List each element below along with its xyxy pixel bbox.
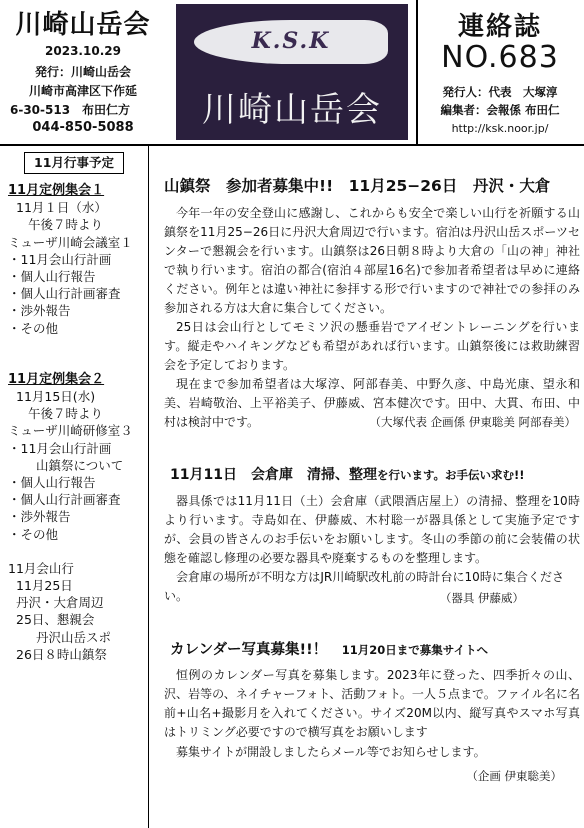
section1-title: 山鎮祭 参加者募集中!! 11月25−26日 丹沢・大倉 xyxy=(164,177,551,195)
editor: 編集者：会報係 布田仁 xyxy=(440,103,560,117)
schedule-item: ・その他 xyxy=(8,320,59,336)
header-logo-panel xyxy=(166,0,418,146)
section2-paragraph1: 器具係では11月11日（土）会倉庫（武隈酒店屋上）の清掃、整理を10時より行います。寺島如在、伊藤威、木村聡一が器具係として実施予定ですが、会員の皆さんのお手伝いをお願いします。冬山の季節の前に会装備の状態を確認し修理の必要な器具や廃棄するものを整理します。 xyxy=(164,494,580,565)
schedule-item: ・11月会山行計画 xyxy=(8,440,112,456)
schedule-item: ・個人山行報告 xyxy=(8,269,96,285)
schedule-item: 丹沢・大倉周辺 xyxy=(16,595,104,611)
section2-paragraph2: 会倉庫の場所が不明な方はJR川崎駅改札前の時計台に10時に集合ください。 xyxy=(164,570,564,603)
club-logo xyxy=(176,4,408,140)
header-left-panel xyxy=(0,0,168,146)
schedule-heading-item: 11月定例集会２ xyxy=(8,371,105,387)
schedule-item xyxy=(8,337,146,354)
schedule-item: 丹沢山岳スポ xyxy=(36,629,112,645)
address: 川崎市高津区下作延 xyxy=(28,84,137,98)
schedule-item: ・渉外報告 xyxy=(8,509,71,525)
section1-paragraph2: 25日は会山行としてモミソ沢の懸垂岩でアイゼントレーニングを行います。縦走やハイキングなども希望があれば行います。山鎮祭後には救助練習会を予定しております。 xyxy=(164,320,580,372)
ice-axe-badge-icon xyxy=(194,20,388,64)
newsletter-title: 連絡誌 xyxy=(457,12,542,42)
schedule-item: 午後７時より xyxy=(28,217,104,233)
schedule-item: ・11月会山行計画 xyxy=(8,251,112,267)
phone: 044-850-5088 xyxy=(32,120,134,135)
schedule-list xyxy=(8,182,146,663)
schedule-column xyxy=(0,146,149,828)
schedule-item: 午後７時より xyxy=(28,406,104,422)
section2-title xyxy=(170,464,525,484)
schedule-item: ・渉外報告 xyxy=(8,303,71,319)
schedule-item xyxy=(8,354,146,371)
schedule-item: ・その他 xyxy=(8,526,59,542)
schedule-item: ミューザ川崎会議室１ xyxy=(8,234,133,250)
schedule-item: 山鎮祭について xyxy=(36,457,124,473)
club-name: 川崎山岳会 xyxy=(15,10,151,40)
issue-date: 2023.10.29 xyxy=(45,44,121,58)
schedule-heading-item: 11月定例集会１ xyxy=(8,183,105,198)
section2-title-main: 11月11日 会倉庫 清掃、整理 xyxy=(170,467,377,483)
schedule-item: 25日、懇親会 xyxy=(16,612,95,628)
logo-initials: K.S.K xyxy=(251,28,331,54)
schedule-item xyxy=(8,543,146,560)
schedule-item: 26日８時山鎮祭 xyxy=(16,646,107,662)
issue-number: NO.683 xyxy=(441,40,559,75)
section1-paragraph3: 現在まで参加希望者は大塚淳、阿部春美、中野久彦、中島光康、望永和美、岩崎敬治、上平裕美子、伊藤威、宮本健次です。田中、大貫、布田、中村は検討中です。 xyxy=(164,377,580,429)
section3-signature: （企画 伊東聡美） xyxy=(466,769,562,783)
header-right-panel xyxy=(416,0,584,146)
section3-paragraph1: 恒例のカレンダー写真を募集します。2023年に登った、四季折々の山、沢、岩等の、ネイチャーフォト、活動フォト。一人５点まで。ファイル名に名前+山名+撮影月を入れてください。サイズ20M以内、縦写真やスマホ写真はトリミング必要ですので横写真をお願いします xyxy=(164,668,580,739)
section1-signature: （大塚代表 企画係 伊東聡美 阿部春美） xyxy=(369,415,576,429)
website-url: http://ksk.noor.jp/ xyxy=(451,122,549,135)
schedule-item: 11月25日 xyxy=(16,578,73,594)
section3-title-main: カレンダー写真募集!!！ xyxy=(170,642,328,658)
schedule-item: 11月会山行 xyxy=(8,560,74,576)
section3-paragraph2: 募集サイトが開設しましたらメール等でお知らせします。 xyxy=(176,745,486,759)
issuer: 発行人：代表 大塚淳 xyxy=(442,85,558,99)
schedule-item: 11月１日（水） xyxy=(16,200,107,216)
section2-title-small: を行います。お手伝い求む!! xyxy=(376,468,525,482)
address-line2: 6-30-513 布田仁方 xyxy=(10,103,131,117)
section3-title xyxy=(170,638,488,659)
schedule-heading: 11月行事予定 xyxy=(24,152,124,174)
logo-name: 川崎山岳会 xyxy=(202,90,382,130)
schedule-item: ・個人山行計画審査 xyxy=(8,492,121,508)
schedule-item: ミューザ川崎研修室３ xyxy=(8,423,133,439)
schedule-item: 11月15日(水) xyxy=(16,389,96,405)
section1-paragraph1: 今年一年の安全登山に感謝し、これからも安全で楽しい山行を祈願する山鎮祭を11月25−26日に丹沢大倉周辺で行います。宿泊は丹沢山岳スポーツセンターで懇親会を行います。山鎮祭は26日朝８時より大倉の「山の神」神社で執り行います。宿泊の都合(宿泊４部屋16名)で参加者希望者は早めに連絡ください。例年とは違い神社に参拝する形で行いますので神社での参拝のみ参加される方は大倉に集合してください。 xyxy=(164,206,580,315)
section3-title-small: 11月20日まで募集サイトへ xyxy=(341,643,488,657)
section2-signature: （器具 伊藤威） xyxy=(439,591,524,605)
schedule-item: ・個人山行報告 xyxy=(8,475,96,491)
publisher: 発行：川崎山岳会 xyxy=(34,65,131,79)
schedule-item: ・個人山行計画審査 xyxy=(8,286,121,302)
